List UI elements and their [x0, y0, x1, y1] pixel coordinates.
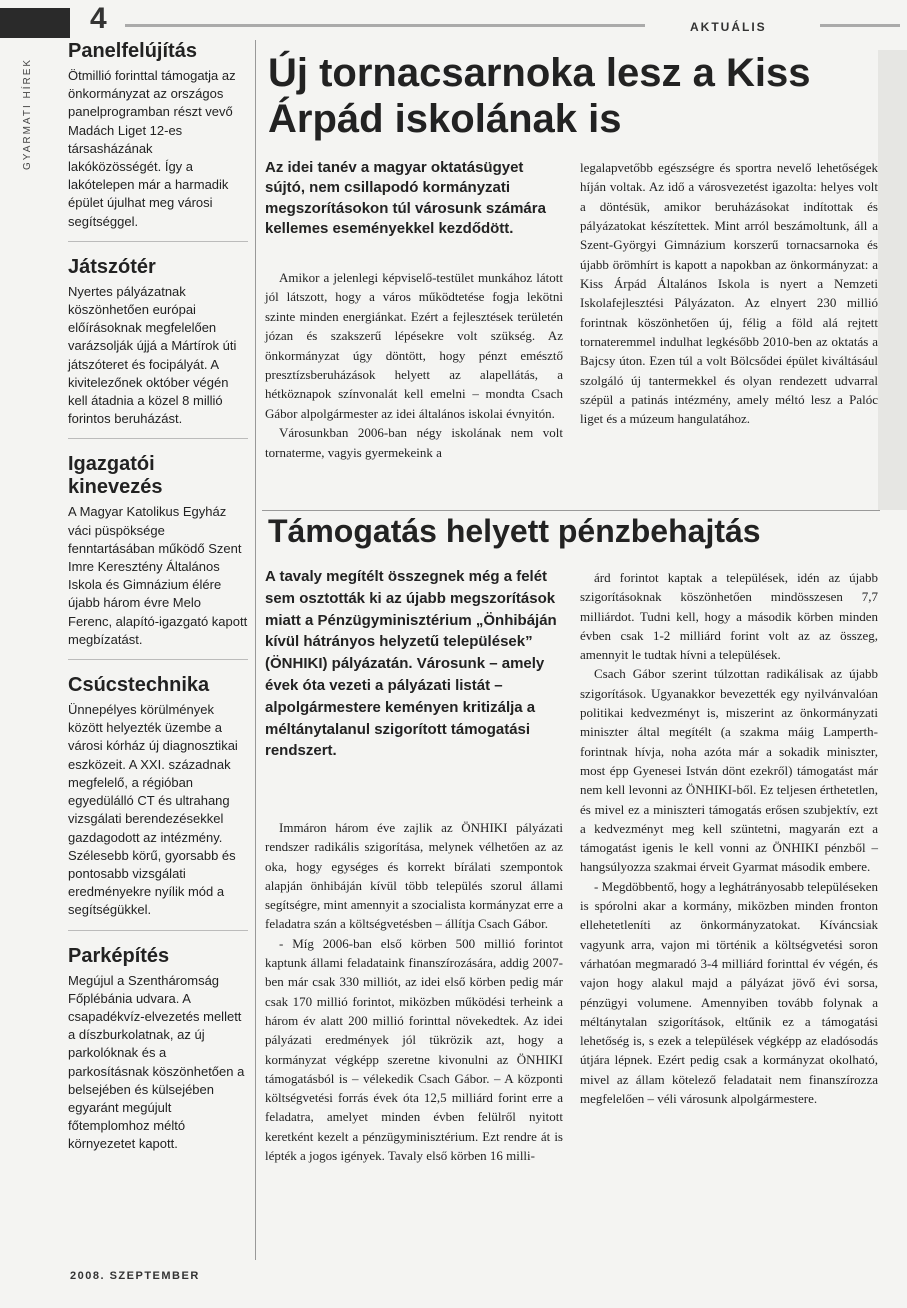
header-rule [125, 24, 645, 27]
article1-paragraph: Amikor a jelenlegi képviselő-testület munkához látott jól látszott, hogy a város működtetése fogja lekötni szinte minden energiánkat. Ezért a fejlesztések területén józan és szakszerű lépésekre volt szükség. Az önkormányzat úgy döntött, hogy pénzt emésztő presztízsberuházások helyett az alapellátás, a hétköznapok színvonalát kell emelni – mondta Csach Gábor alpolgármester az idei általános iskolai évnyitón. [265, 270, 563, 421]
article1-paragraph: Városunkban 2006-ban négy iskolának nem volt tornaterme, vagyis gyermekeink a [265, 425, 563, 460]
article2-body-right [580, 568, 878, 1108]
header-rule-right [820, 24, 900, 27]
article2-headline: Támogatás helyett pénzbehajtás [268, 513, 761, 549]
sidebar-item-text: Ünnepélyes körülmények között helyezték üzembe a városi kórház új diagnosztikai eszközeit. A XXI. századnak megfelelő, a régióban egyedülálló CT és ultrahang vizsgálati berendezésekkel gazdagodott az intézmény. Szélesebb körű, gyorsabb és pontosabb vizsgálati eredményekre nyílik mód a segítségükkel. [68, 702, 238, 918]
sidebar-item [68, 256, 248, 440]
sidebar-item-title: Csúcstechnika [68, 674, 210, 697]
sidebar-item [68, 40, 248, 242]
column-divider [255, 40, 256, 1260]
article2-lead: A tavaly megítélt összegnek még a felét sem osztották ki az újabb megszorítások miatt a Pénzügyminisztérium „Önhibáján kívül hátrányos helyzetű települések” (ÖNHIKI) pályázatán. Városunk – amely évek óta vezeti a pályázati listát – alpolgármestere keményen kritizálja a méltánytalanul szigorított támogatási rendszert. [265, 568, 557, 760]
article2-paragraph: - Míg 2006-ban első körben 500 millió forintot kaptunk állami feladataink finanszírozására, addig 2007-ben már csak 330 milliót, az idei első körben pedig már csak 170 millió forintot, miközben működési terheink a három év alatt 200 millió forinttal növekedtek. Az idei pályázati eredmények jól tükrözik azt, hogy a kormányzat végképp szeretne kivonulni az ÖNHIKI támogatásból is – vélekedik Csach Gábor. – A központi költségvetési forrás évek óta 12,5 milliárd forint erre a feladatra, amelyet minden évben felülről nyitott keretként kezelt a pénzügyminisztérium. Ezt rendre át is lépték a jogos igények. Tavaly első körben 16 milli- [265, 935, 563, 1164]
article1-body-left [265, 268, 563, 462]
sidebar-item-text: Megújul a Szentháromság Főplébánia udvara. A csapadékvíz-elvezetés mellett a díszburkolatnak, az új parkolóknak és a parkosításnak köszönhetően a belsejében és külsejében egyaránt megújult főtemplomhoz méltó környezetet kapott. [68, 972, 245, 1152]
sidebar-item-text: Ötmillió forinttal támogatja az önkormányzat az országos panelprogramban részt vevő Madách Liget 12-es társasházának lakóközösségét. Így a lakótelepen már a harmadik épület újulhat meg városi segítséggel. [68, 68, 236, 229]
header-black-bar [0, 8, 70, 38]
article2-paragraph: Csach Gábor szerint túlzottan radikálisak az újabb szigorítások. Ugyanakkor bevezették egy nyilvánvalóan politikai kedvezményt is, miszerint az önkormányzati miniszter által megítélt (a szakma máig Lamperth-forintnak hívja, noha azóta már a sokadik miniszter, most épp Gyenesei István dönt ezekről) támogatást már nem kell levonni az ÖNHIKI-ből. Ez teljesen érthetetlen, és mivel ez a miniszteri támogatás erősen szubjektív, ezt a kedvezményt meg kell szüntetni, magyarán ezt a támogatást igenis le kell vonni az ÖNHIKI pénzből – hangsúlyozza szakmai érveit Gyarmat második embere. [580, 666, 878, 875]
sidebar-item-text: A Magyar Katolikus Egyház váci püspöksége fenntartásában működő Szent Imre Keresztény Általános Iskola és Gimnázium élére újabb három évre Melo Ferenc, alapító-igazgató kapott megbízatást. [68, 504, 248, 647]
sidebar-item-title: Panelfelújítás [68, 40, 197, 62]
article1-headline: Új tornacsarnoka lesz a Kiss Árpád iskolának is [268, 51, 811, 141]
sidebar-item [68, 945, 248, 1164]
article1-paragraph: legalapvetőbb egészségre és sportra nevelő lehetőségek híján voltak. Az idő a városvezetést igazolta: helyes volt a döntésük, amikor beruházásokat indítottak és pályázatokat készítettek. Mint arról beszámoltunk, áll a Szent-Györgyi Gimnázium korszerű tornacsarnoka és újabb örömhírt is kapott a napokban az önkormányzat: a Kiss Árpád Általános Iskola is nyert a Nemzeti Iskolafejlesztési Pályázaton. Az elnyert 230 millió forintnak köszönhetően új, félig a föld alá rejtett tornateremmel indulhat legkésőbb 2010-ben az oktatás a Bajcsy úton. Ezen túl a volt Bölcsődei épület kiváltásául szolgáló új tantermekkel és olyan rendezett udvarral szépül a patinás intézmény, amely méltó lesz a Palóc liget és a múzeum hangulatához. [580, 160, 878, 427]
article1-body-right [580, 158, 878, 429]
article-separator [262, 510, 880, 511]
page-number: 4 [90, 2, 107, 35]
sidebar-item [68, 674, 248, 930]
news-sidebar [68, 40, 248, 1178]
vertical-side-label: GYARMATI HÍREK [22, 57, 33, 170]
sidebar-item-title: Igazgatói kinevezés [68, 453, 163, 499]
article2-paragraph: - Megdöbbentő, hogy a leghátrányosabb településeken is spórolni akar a kormány, miközben minden fronton ellehetetleníti az önkormányzatokat. Kíváncsiak vagyunk arra, vajon mi történik a költségvetési soron várhatóan megmaradó 3-4 milliárd forinttal év végén, és vajon hogy alakul majd a pályázat jövő évi sorsa, pénzügyi volumene. Amennyiben tovább folynak a méltánytalan szigorítások, eltűnik ez a támogatási lehetőség is, s ezek a települések végképp az eladósodás útjára lépnek. Ezért pedig csak a kormányzat okolható, mivel az állam kötelező feladatait nem finanszírozza megfelelően – véli városunk alpolgármestere. [580, 878, 878, 1107]
issue-date-footer: 2008. SZEPTEMBER [70, 1270, 200, 1282]
adjacent-page-strip [878, 50, 907, 510]
section-title: AKTUÁLIS [690, 20, 767, 34]
sidebar-item-title: Parképítés [68, 944, 170, 967]
article1-lead: Az idei tanév a magyar oktatásügyet sújtó, nem csillapodó kormányzati megszorításokon túl városunk számára kellemes eseményekkel kezdődött. [265, 159, 546, 238]
sidebar-item-text: Nyertes pályázatnak köszönhetően európai előírásoknak megfelelően varázsolják újjá a Mártírok úti játszóteret és focipályát. A kivitelezőnek október végén kell átadnia a közel 8 millió forintos beruházást. [68, 283, 237, 427]
article2-paragraph: árd forintot kaptak a települések, idén az újabb szigorításoknak köszönhetően mindösszesen 7,7 milliárdot. Tudni kell, hogy a második körben minden évben csak 1-2 milliárd forint volt az az összeg, amennyit le tudtak hívni a települések. [580, 570, 878, 663]
sidebar-item-title: Játszótér [68, 255, 156, 278]
sidebar-item [68, 453, 248, 660]
article2-body-left [265, 818, 563, 1165]
article2-paragraph: Immáron három éve zajlik az ÖNHIKI pályázati rendszer radikális szigorítása, melynek vélhetően az az oka, hogy egységes és korrekt bírálati szempontok alapján önhibáján kívül több település szorul állami segítségre, mint amennyit a szocialista kormányzat erre a feladatra szán a költségvetésben – állítja Csach Gábor. [265, 820, 563, 932]
